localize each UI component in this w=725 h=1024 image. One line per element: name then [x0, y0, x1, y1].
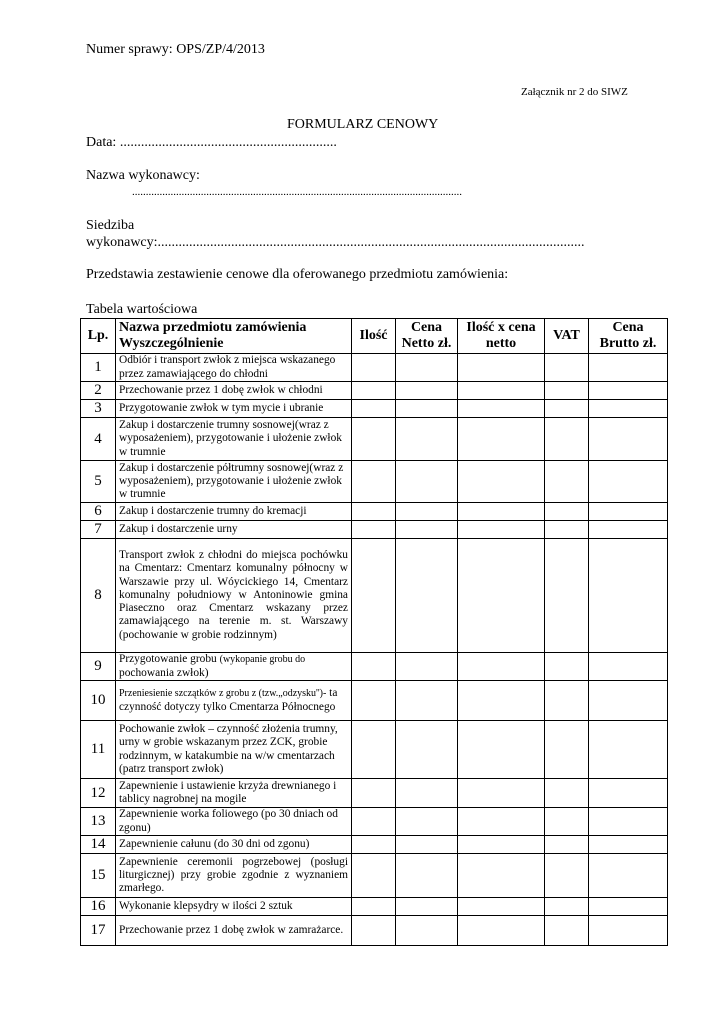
date-line: Data: .............................................................. — [86, 135, 337, 150]
row-lp: 9 — [81, 653, 116, 681]
cell-net-price[interactable] — [396, 836, 458, 854]
seat-label: Siedziba — [86, 218, 135, 233]
cell-vat[interactable] — [545, 382, 589, 400]
row-desc: Zapewnienie ceremonii pogrzebowej (posługi liturgicznej) przy grobie zgodnie z wyznaniem zmarłego. — [116, 854, 352, 898]
cell-vat[interactable] — [545, 681, 589, 721]
price-table — [80, 318, 668, 946]
row-desc-tail: ta czynność dotyczy tylko Cmentarza Północnego — [119, 687, 338, 713]
cell-net-price[interactable] — [396, 779, 458, 808]
cell-vat[interactable] — [545, 721, 589, 779]
table-row — [81, 808, 668, 836]
cell-qty[interactable] — [352, 653, 396, 681]
header-name-line1: Nazwa przedmiotu zamówienia — [119, 320, 307, 335]
row-desc: Zapewnienie worka foliowego (po 30 dniach od zgonu) — [116, 808, 352, 836]
row-lp: 8 — [81, 539, 116, 653]
table-row — [81, 354, 668, 382]
cell-qty-x-price[interactable] — [458, 461, 545, 503]
cell-gross-price[interactable] — [589, 418, 668, 461]
header-lp: Lp. — [81, 319, 116, 354]
seat-line: wykonawcy:.......................................................................................................................... — [86, 235, 585, 250]
cell-qty-x-price[interactable] — [458, 400, 545, 418]
cell-gross-price[interactable] — [589, 539, 668, 653]
cell-qty-x-price[interactable] — [458, 354, 545, 382]
row-desc-main: Przygotowanie grobu — [119, 653, 220, 666]
table-row — [81, 898, 668, 916]
cell-qty[interactable] — [352, 721, 396, 779]
table-caption: Tabela wartościowa — [86, 302, 198, 317]
cell-net-price[interactable] — [396, 503, 458, 521]
row-lp: 13 — [81, 808, 116, 836]
header-net-price — [396, 319, 458, 354]
cell-vat[interactable] — [545, 898, 589, 916]
cell-qty-x-price[interactable] — [458, 503, 545, 521]
row-desc: Wykonanie klepsydry w ilości 2 sztuk — [116, 898, 352, 916]
cell-qty[interactable] — [352, 808, 396, 836]
cell-net-price[interactable] — [396, 681, 458, 721]
cell-vat[interactable] — [545, 779, 589, 808]
intro-text: Przedstawia zestawienie cenowe dla oferowanego przedmiotu zamówienia: — [86, 267, 509, 282]
cell-gross-price[interactable] — [589, 461, 668, 503]
cell-vat[interactable] — [545, 539, 589, 653]
table-row — [81, 418, 668, 461]
cell-qty-x-price[interactable] — [458, 779, 545, 808]
row-lp: 4 — [81, 418, 116, 461]
cell-qty[interactable] — [352, 354, 396, 382]
header-net-line1: Cena — [410, 320, 443, 335]
cell-gross-price[interactable] — [589, 721, 668, 779]
cell-gross-price[interactable] — [589, 503, 668, 521]
row-lp: 3 — [81, 400, 116, 418]
header-name-line2: Wyszczególnienie — [119, 336, 224, 351]
row-lp: 10 — [81, 681, 116, 721]
cell-net-price[interactable] — [396, 382, 458, 400]
cell-vat[interactable] — [545, 400, 589, 418]
row-desc: Zakup i dostarczenie trumny sosnowej(wraz z wyposażeniem), przygotowanie i ułożenie zwłok w trumnie — [116, 418, 352, 461]
table-header-row — [81, 319, 668, 354]
cell-qty[interactable] — [352, 521, 396, 539]
cell-gross-price[interactable] — [589, 354, 668, 382]
cell-gross-price[interactable] — [589, 854, 668, 898]
cell-gross-price[interactable] — [589, 521, 668, 539]
row-lp: 16 — [81, 898, 116, 916]
cell-vat[interactable] — [545, 854, 589, 898]
row-desc-small: Przeniesienie szczątków z grobu z (tzw.„odzysku'')- — [119, 688, 327, 700]
table-row — [81, 503, 668, 521]
table-row — [81, 916, 668, 946]
table-row — [81, 721, 668, 779]
row-lp: 7 — [81, 521, 116, 539]
case-number: Numer sprawy: OPS/ZP/4/2013 — [86, 42, 265, 57]
row-desc: Przygotowanie zwłok w tym mycie i ubranie — [116, 400, 352, 418]
cell-qty[interactable] — [352, 779, 396, 808]
contractor-name-label: Nazwa wykonawcy: — [86, 168, 200, 183]
cell-qty-x-price[interactable] — [458, 653, 545, 681]
cell-qty[interactable] — [352, 461, 396, 503]
row-desc — [116, 681, 352, 721]
table-row — [81, 521, 668, 539]
cell-qty-x-price[interactable] — [458, 898, 545, 916]
cell-net-price[interactable] — [396, 808, 458, 836]
cell-net-price[interactable] — [396, 721, 458, 779]
row-lp: 12 — [81, 779, 116, 808]
cell-net-price[interactable] — [396, 354, 458, 382]
cell-gross-price[interactable] — [589, 382, 668, 400]
table-row — [81, 779, 668, 808]
cell-gross-price[interactable] — [589, 681, 668, 721]
cell-qty-x-price[interactable] — [458, 539, 545, 653]
table-row — [81, 400, 668, 418]
header-vat: VAT — [545, 319, 589, 354]
cell-qty-x-price[interactable] — [458, 681, 545, 721]
row-desc: Przechowanie przez 1 dobę zwłok w chłodni — [116, 382, 352, 400]
cell-gross-price[interactable] — [589, 916, 668, 946]
cell-qty-x-price[interactable] — [458, 916, 545, 946]
header-qty: Ilość — [352, 319, 396, 354]
cell-net-price[interactable] — [396, 400, 458, 418]
header-gross-line2: Brutto zł. — [599, 336, 657, 351]
row-lp: 17 — [81, 916, 116, 946]
cell-gross-price[interactable] — [589, 779, 668, 808]
cell-net-price[interactable] — [396, 521, 458, 539]
cell-vat[interactable] — [545, 418, 589, 461]
row-desc — [116, 653, 352, 681]
cell-vat[interactable] — [545, 836, 589, 854]
cell-vat[interactable] — [545, 653, 589, 681]
cell-qty[interactable] — [352, 400, 396, 418]
cell-qty[interactable] — [352, 916, 396, 946]
row-desc: Przechowanie przez 1 dobę zwłok w zamrażarce. — [116, 916, 352, 946]
cell-vat[interactable] — [545, 354, 589, 382]
attachment-label: Załącznik nr 2 do SIWZ — [521, 86, 628, 98]
cell-net-price[interactable] — [396, 539, 458, 653]
row-desc-tail: pochowania zwłok) — [119, 666, 209, 679]
table-row — [81, 836, 668, 854]
row-desc: Zapewnienie całunu (do 30 dni od zgonu) — [116, 836, 352, 854]
cell-vat[interactable] — [545, 521, 589, 539]
table-row — [81, 461, 668, 503]
header-qty-x-price — [458, 319, 545, 354]
cell-qty-x-price[interactable] — [458, 836, 545, 854]
row-desc: Zakup i dostarczenie półtrumny sosnowej(wraz z wyposażeniem), przygotowanie i ułożenie zwłok w trumnie — [116, 461, 352, 503]
cell-vat[interactable] — [545, 916, 589, 946]
cell-qty[interactable] — [352, 854, 396, 898]
cell-gross-price[interactable] — [589, 400, 668, 418]
header-gross-line1: Cena — [612, 320, 644, 335]
row-lp: 11 — [81, 721, 116, 779]
row-lp: 1 — [81, 354, 116, 382]
header-name — [116, 319, 352, 354]
cell-net-price[interactable] — [396, 854, 458, 898]
cell-vat[interactable] — [545, 503, 589, 521]
table-row — [81, 681, 668, 721]
cell-qty-x-price[interactable] — [458, 808, 545, 836]
row-desc: Zakup i dostarczenie trumny do kremacji — [116, 503, 352, 521]
form-title: FORMULARZ CENOWY — [287, 117, 439, 132]
cell-gross-price[interactable] — [589, 898, 668, 916]
header-qxp-line2: netto — [485, 336, 517, 351]
row-desc: Odbiór i transport zwłok z miejsca wskazanego przez zamawiającego do chłodni — [116, 354, 352, 382]
table-row — [81, 854, 668, 898]
cell-net-price[interactable] — [396, 916, 458, 946]
row-desc: Zapewnienie i ustawienie krzyża drewnianego i tablicy nagrobnej na mogile — [116, 779, 352, 808]
table-row — [81, 653, 668, 681]
row-lp: 6 — [81, 503, 116, 521]
row-desc-small: (wykopanie grobu do — [219, 654, 306, 666]
header-qxp-line1: Ilość x cena — [466, 320, 536, 335]
cell-qty-x-price[interactable] — [458, 382, 545, 400]
cell-qty-x-price[interactable] — [458, 721, 545, 779]
row-lp: 14 — [81, 836, 116, 854]
cell-qty[interactable] — [352, 836, 396, 854]
cell-qty-x-price[interactable] — [458, 854, 545, 898]
cell-net-price[interactable] — [396, 898, 458, 916]
row-lp: 5 — [81, 461, 116, 503]
cell-gross-price[interactable] — [589, 653, 668, 681]
header-net-line2: Netto zł. — [401, 336, 452, 351]
cell-qty[interactable] — [352, 418, 396, 461]
cell-qty-x-price[interactable] — [458, 521, 545, 539]
cell-vat[interactable] — [545, 808, 589, 836]
row-lp: 2 — [81, 382, 116, 400]
cell-net-price[interactable] — [396, 653, 458, 681]
table-row — [81, 382, 668, 400]
cell-gross-price[interactable] — [589, 836, 668, 854]
cell-qty[interactable] — [352, 681, 396, 721]
cell-qty[interactable] — [352, 382, 396, 400]
cell-gross-price[interactable] — [589, 808, 668, 836]
row-desc: Pochowanie zwłok – czynność złożenia trumny, urny w grobie wskazanym przez ZCK, grobie rodzinnym, w katakumbie na w/w cmentarzach (patrz transport zwłok) — [116, 721, 352, 779]
cell-qty[interactable] — [352, 503, 396, 521]
row-desc: Transport zwłok z chłodni do miejsca pochówku na Cmentarz: Cmentarz komunalny północny w Warszawie przy ul. Wóycickiego 14, Cmentarz komunalny południowy w Antoninowie gmina Piaseczno oraz Cmentarz wskazany przez zamawiającego na terenie m. st. Warszawy (pochowanie w grobie rodzinnym) — [116, 539, 352, 653]
table-row — [81, 539, 668, 653]
row-desc: Zakup i dostarczenie urny — [116, 521, 352, 539]
row-lp: 15 — [81, 854, 116, 898]
cell-vat[interactable] — [545, 461, 589, 503]
cell-qty[interactable] — [352, 539, 396, 653]
header-gross-price — [589, 319, 668, 354]
cell-qty-x-price[interactable] — [458, 418, 545, 461]
cell-net-price[interactable] — [396, 418, 458, 461]
cell-net-price[interactable] — [396, 461, 458, 503]
contractor-name-dots: ........................................................................................................................ — [132, 186, 462, 198]
cell-qty[interactable] — [352, 898, 396, 916]
